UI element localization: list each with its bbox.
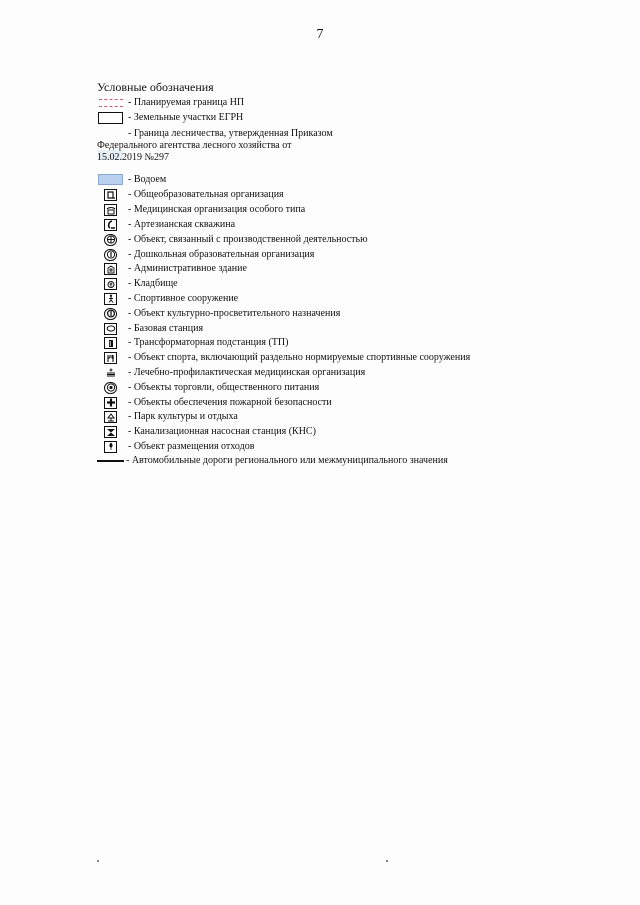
road-line-swatch <box>97 460 124 462</box>
legend-item-kindergarten: - Дошкольная образовательная организация <box>97 247 617 262</box>
legend-item-planned-boundary: - Планируемая граница НП <box>97 95 617 110</box>
transformer-icon <box>106 339 116 348</box>
well-icon <box>106 220 116 229</box>
legend-item-park: - Парк культуры и отдыха <box>97 410 617 425</box>
legend-item-well: - Артезианская скважина <box>97 218 617 233</box>
legend-item-pump-station: - Канализационная насосная станция (КНС) <box>97 425 617 440</box>
medical-icon <box>106 206 116 215</box>
sport-icon <box>106 294 116 303</box>
legend-item-school: - Общеобразовательная организация <box>97 188 617 203</box>
trade-icon <box>106 383 116 392</box>
pump-station-icon <box>106 428 116 437</box>
legend-item-fire-safety: - Объекты обеспечения пожарной безопасности <box>97 395 617 410</box>
legend-item-clinic: - Лечебно-профилактическая медицинская организация <box>97 366 617 381</box>
dashed-boundary-swatch <box>99 99 123 107</box>
legend-item-culture: - Объект культурно-просветительного назначения <box>97 306 617 321</box>
legend <box>97 80 617 468</box>
kindergarten-icon <box>106 250 116 259</box>
legend-item-water: - Водоем <box>97 171 617 188</box>
legend-item-industrial: - Объект, связанный с производственной деятельностью <box>97 232 617 247</box>
scan-speck <box>97 860 99 862</box>
culture-icon <box>106 309 116 318</box>
legend-item-waste: - Объект размещения отходов <box>97 440 617 455</box>
legend-item-trade: - Объекты торговли, общественного питания <box>97 380 617 395</box>
waste-icon <box>106 442 116 451</box>
legend-item-sport-complex: - Объект спорта, включающий раздельно нормируемые спортивные сооружения <box>97 351 617 366</box>
page-number: 7 <box>316 27 324 42</box>
legend-title: Условные обозначения <box>97 80 214 94</box>
legend-item-forest-boundary: - Граница лесничества, утвержденная Приказом Федерального агентства лесного хозяйства от 15.02.2019 №297 <box>97 128 333 163</box>
park-icon <box>106 413 116 422</box>
outline-rect-swatch <box>98 112 123 124</box>
legend-item-sport: - Спортивное сооружение <box>97 292 617 307</box>
legend-item-admin: - Административное здание <box>97 262 617 277</box>
legend-item-land-plots: - Земельные участки ЕГРН <box>97 110 617 126</box>
sport-complex-icon <box>106 354 116 363</box>
legend-item-cemetery: - Кладбище <box>97 277 617 292</box>
school-icon <box>106 191 116 200</box>
legend-item-transformer: - Трансформаторная подстанция (ТП) <box>97 336 617 351</box>
legend-item-medical: - Медицинская организация особого типа <box>97 203 617 218</box>
cemetery-icon <box>106 280 116 289</box>
water-fill-swatch <box>98 174 123 185</box>
clinic-icon <box>106 368 116 377</box>
fire-safety-icon <box>106 398 116 407</box>
industrial-icon <box>106 235 116 244</box>
antenna-icon <box>106 324 116 333</box>
legend-item-antenna: - Базовая станция <box>97 321 617 336</box>
admin-icon <box>106 265 116 274</box>
scan-speck <box>386 860 388 862</box>
legend-item-road: - Автомобильные дороги регионального или межмуниципального значения <box>97 454 617 468</box>
